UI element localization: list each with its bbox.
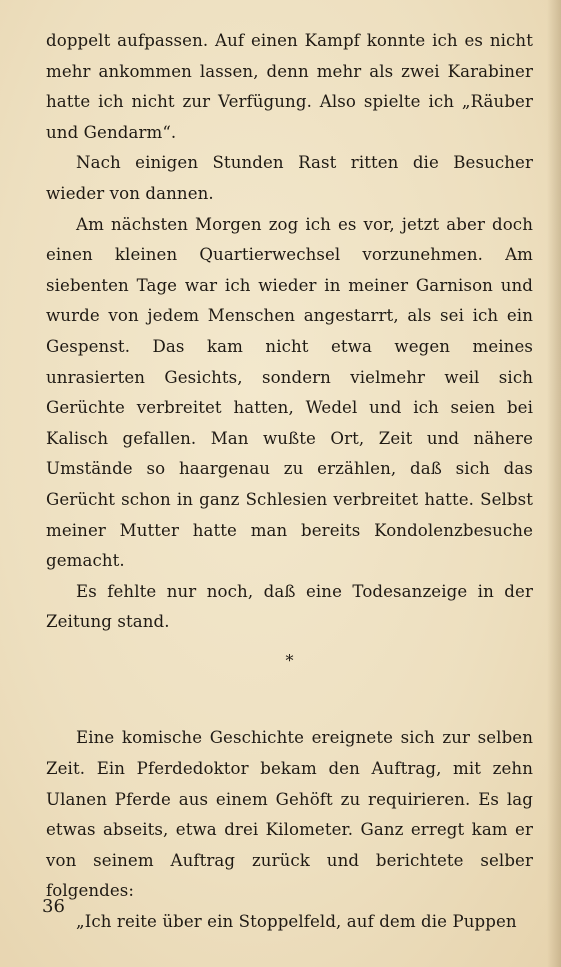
paragraph-3: Am nächsten Morgen zog ich es vor, jetzt aber doch einen kleinen Quartierwechsel vorzunehmen. Am siebenten Tage war ich wieder in meiner Garnison und wurde von jedem Menschen angestarrt, als sei ich ein Gespenst. Das kam nicht etwa wegen meines unrasierten Gesichts, sondern vielmehr weil sich Gerüchte verbreitet hatten, Wedel und ich seien bei Kalisch gefallen. Man wußte Ort, Zeit und nähere Umstände so haargenau zu erzählen, daß sich das Gerücht schon in ganz Schlesien verbreitet hatte. Selbst meiner Mutter hatte man bereits Kondolenzbesuche gemacht. <box>46 214 533 571</box>
body-text <box>46 26 533 938</box>
paragraph-2: Nach einigen Stunden Rast ritten die Besucher wieder von dannen. <box>46 153 533 203</box>
page-number: 36 <box>42 896 65 917</box>
paragraph-5: Eine komische Geschichte ereignete sich zur selben Zeit. Ein Pferdedoktor bekam den Auftrag, mit zehn Ulanen Pferde aus einem Gehöft zu requirieren. Es lag etwas abseits, etwa drei Kilometer. Ganz erregt kam er von seinem Auftrag zurück und berichtete selber folgendes: <box>46 728 533 901</box>
paragraph-4: Es fehlte nur noch, daß eine Todesanzeige in der Zeitung stand. <box>46 581 533 632</box>
page-edge-shadow <box>547 0 561 967</box>
paragraph-1: doppelt aufpassen. Auf einen Kampf konnte ich es nicht mehr ankommen lassen, denn mehr als zwei Karabiner hatte ich nicht zur Verfügung. Also spielte ich „Räuber und Gendarm“. <box>46 31 533 142</box>
paragraph-6: „Ich reite über ein Stoppelfeld, auf dem die Puppen <box>76 912 517 932</box>
section-separator: * <box>285 650 294 670</box>
